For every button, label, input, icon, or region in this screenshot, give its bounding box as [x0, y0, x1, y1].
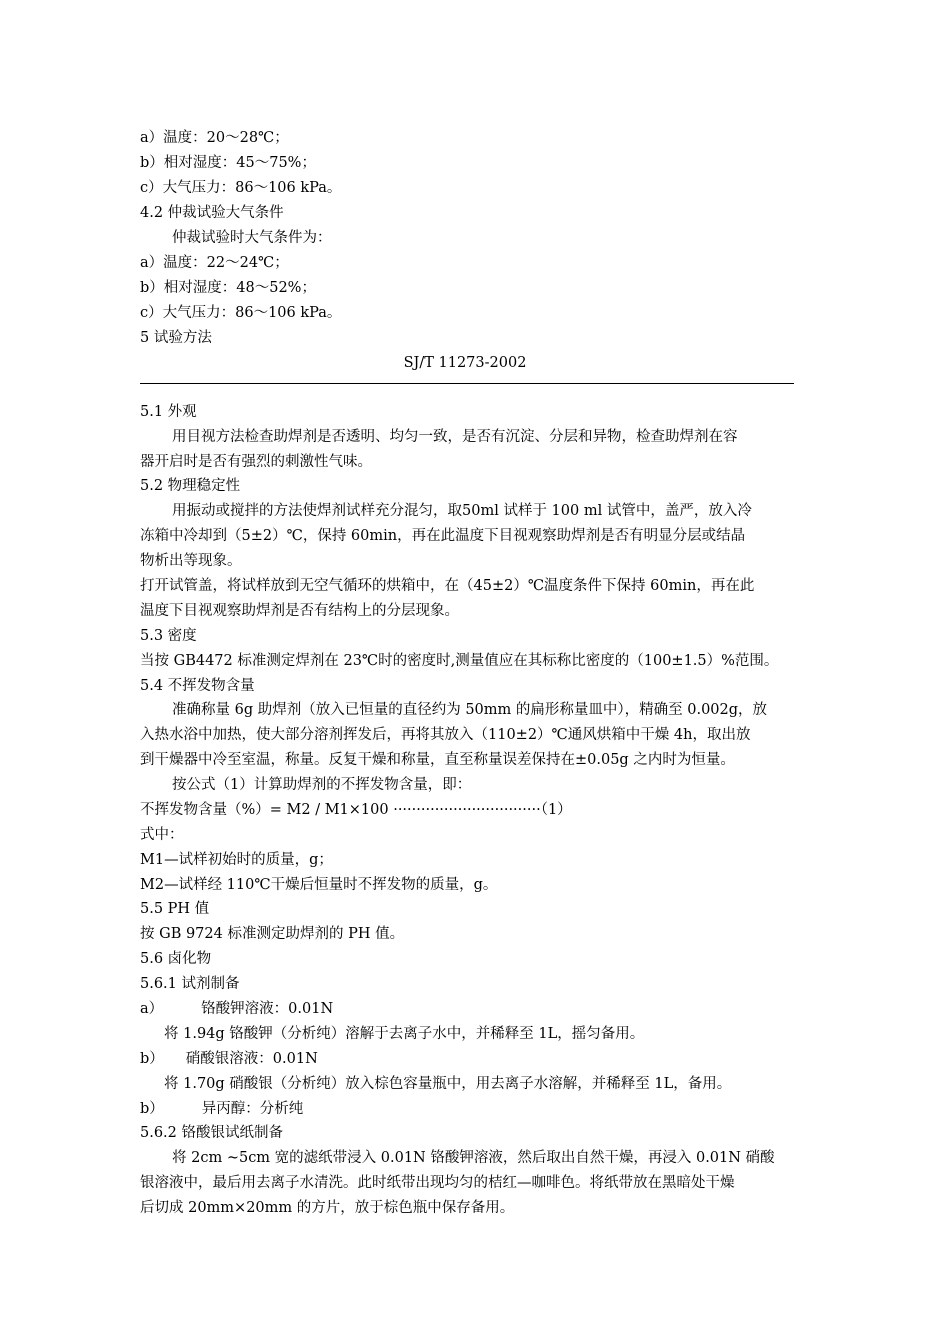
section-heading: 5.6.1 试剂制备 — [140, 976, 240, 992]
text-line: 打开试管盖，将试样放到无空气循环的烘箱中，在（45±2）℃温度条件下保持 60min，再在此 — [140, 578, 755, 594]
list-item — [140, 1099, 830, 1119]
text-line: 银溶液中，最后用去离子水清洗。此时纸带出现均匀的桔红—咖啡色。将纸带放在黑暗处干燥 — [140, 1175, 735, 1191]
text-line: 将 1.70g 硝酸银（分析纯）放入棕色容量瓶中，用去离子水溶解，并稀释至 1L，备用。 — [164, 1076, 732, 1092]
page-header-standard-number: SJ/T 11273-2002 — [403, 355, 527, 371]
text-line: 准确称量 6g 助焊剂（放入已恒量的直径约为 50mm 的扁形称量皿中），精确至 0.002g，放 — [172, 702, 768, 718]
text-line: 用振动或搅拌的方法使焊剂试样充分混匀，取50ml 试样于 100 ml 试管中，盖严，放入冷 — [172, 503, 752, 519]
section-heading: 5.3 密度 — [140, 628, 197, 644]
section-heading: 4.2 仲裁试验大气条件 — [140, 205, 284, 221]
list-item — [140, 1049, 830, 1069]
list-item — [140, 999, 830, 1019]
text-line: b）相对湿度：45～75%； — [140, 155, 316, 171]
section-heading: 5.6.2 铬酸银试纸制备 — [140, 1125, 284, 1141]
text-line: 式中： — [140, 827, 184, 843]
text-line: c）大气压力：86～106 kPa。 — [140, 180, 342, 196]
text-line: M2—试样经 110℃干燥后恒量时不挥发物的质量，g。 — [140, 877, 498, 893]
list-text: 硝酸银溶液：0.01N — [185, 1051, 318, 1067]
header-separator — [140, 383, 794, 384]
list-marker: b） — [140, 1051, 164, 1067]
text-line: 当按 GB4472 标准测定焊剂在 23℃时的密度时,测量值应在其标称比密度的（100±1.5）%范围。 — [140, 653, 779, 669]
list-marker: a） — [140, 1001, 164, 1017]
text-line: 按 GB 9724 标准测定助焊剂的 PH 值。 — [140, 926, 405, 942]
text-line: b）相对湿度：48～52%； — [140, 280, 316, 296]
text-line: 按公式（1）计算助焊剂的不挥发物含量，即： — [172, 777, 472, 793]
section-heading: 5.4 不挥发物含量 — [140, 678, 255, 694]
text-line: 入热水浴中加热，使大部分溶剂挥发后，再将其放入（110±2）℃通风烘箱中干燥 4h，取出放 — [140, 727, 751, 743]
list-text: 异丙醇：分析纯 — [201, 1101, 304, 1117]
text-line: M1—试样初始时的质量，g； — [140, 852, 333, 868]
formula-line: 不挥发物含量（%）= M2 / M1×100 ································（1） — [140, 802, 572, 818]
section-heading: 5.2 物理稳定性 — [140, 478, 241, 494]
text-line: 用目视方法检查助焊剂是否透明、均匀一致，是否有沉淀、分层和异物，检查助焊剂在容 — [172, 429, 738, 445]
text-line: 冻箱中冷却到（5±2）℃，保持 60min，再在此温度下目视观察助焊剂是否有明显分层或结晶 — [140, 528, 746, 544]
text-line: 仲裁试验时大气条件为： — [172, 230, 332, 246]
text-line: 器开启时是否有强烈的刺激性气味。 — [140, 454, 372, 470]
text-line: 物析出等现象。 — [140, 553, 242, 569]
section-heading: 5.1 外观 — [140, 404, 197, 420]
text-line: 将 2cm ~5cm 宽的滤纸带浸入 0.01N 铬酸钾溶液，然后取出自然干燥，再浸入 0.01N 硝酸 — [172, 1150, 775, 1166]
list-marker: b） — [140, 1101, 164, 1117]
text-line: 将 1.94g 铬酸钾（分析纯）溶解于去离子水中，并稀释至 1L，摇匀备用。 — [164, 1026, 645, 1042]
text-line: 后切成 20mm×20mm 的方片，放于棕色瓶中保存备用。 — [140, 1200, 515, 1216]
text-line: 到干燥器中冷至室温，称量。反复干燥和称量，直至称量误差保持在±0.05g 之内时为恒量。 — [140, 752, 735, 768]
text-line: c）大气压力：86～106 kPa。 — [140, 305, 342, 321]
section-heading: 5 试验方法 — [140, 330, 212, 346]
text-line: 温度下目视观察助焊剂是否有结构上的分层现象。 — [140, 603, 459, 619]
list-text: 铬酸钾溶液：0.01N — [201, 1001, 334, 1017]
text-line: a）温度：20～28℃； — [140, 130, 289, 146]
section-heading: 5.6 卤化物 — [140, 951, 212, 967]
section-heading: 5.5 PH 值 — [140, 901, 210, 917]
text-line: a）温度：22～24℃； — [140, 255, 289, 271]
